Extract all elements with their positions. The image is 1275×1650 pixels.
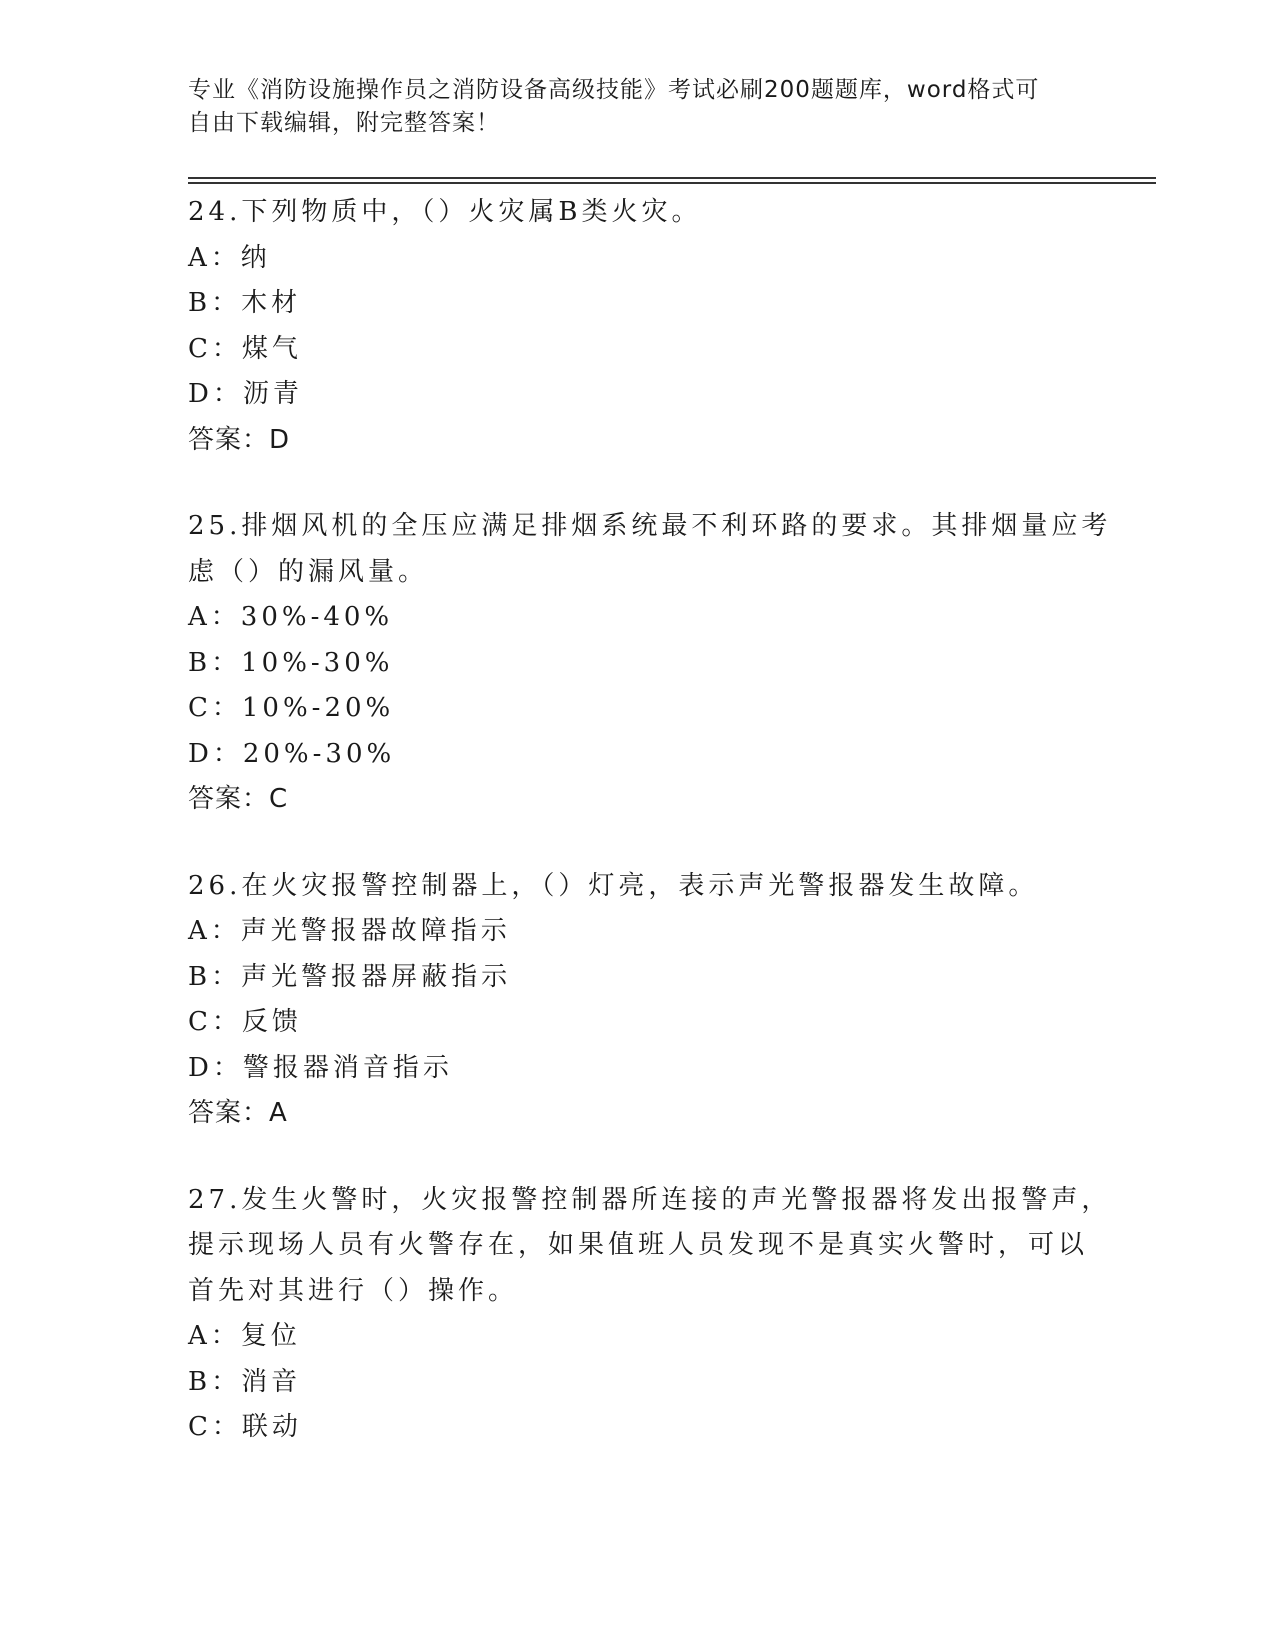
header-divider-top <box>188 177 1156 179</box>
option-a: A：纳 <box>188 242 271 273</box>
question-stem: 26.在火灾报警控制器上，（）灯亮，表示声光警报器发生故障。 <box>188 870 1039 901</box>
question-list <box>188 190 1112 1492</box>
question-27 <box>188 1178 1112 1451</box>
option-c: C：10%-20% <box>188 693 395 723</box>
header-line-1: 专业《消防设施操作员之消防设备高级技能》考试必刷200题题库，word格式可 <box>188 77 1040 103</box>
question-stem: 27.发生火警时，火灾报警控制器所连接的声光警报器将发出报警声， <box>188 1184 1112 1215</box>
option-c: C：联动 <box>188 1412 302 1442</box>
question-stem: 25.排烟风机的全压应满足排烟系统最不利环路的要求。其排烟量应考 <box>188 511 1112 541</box>
option-c: C：反馈 <box>188 1007 302 1037</box>
option-b: B：10%-30% <box>188 647 394 678</box>
question-stem: 提示现场人员有火警存在，如果值班人员发现不是真实火警时，可以 <box>188 1230 1089 1260</box>
option-a: A：声光警报器故障指示 <box>188 916 511 946</box>
option-a: A：复位 <box>188 1321 301 1351</box>
question-stem: 虑（）的漏风量。 <box>188 556 429 587</box>
question-24 <box>188 190 1088 463</box>
header-divider-bottom <box>188 182 1156 184</box>
option-d: D：沥青 <box>188 379 303 409</box>
option-d: D：20%-30% <box>188 738 396 769</box>
question-25 <box>188 504 1112 823</box>
question-26 <box>188 864 1088 1137</box>
answer-label: 答案：C <box>188 784 289 814</box>
header-line-2: 自由下载编辑，附完整答案！ <box>188 110 500 136</box>
option-a: A：30%-40% <box>188 602 394 632</box>
option-d: D：警报器消音指示 <box>188 1052 453 1083</box>
option-b: B：木材 <box>188 288 302 318</box>
document-header <box>188 74 1088 140</box>
answer-label: 答案：A <box>188 1098 288 1128</box>
question-stem: 24.下列物质中，（）火灾属B类火灾。 <box>188 197 702 227</box>
option-c: C：煤气 <box>188 333 302 364</box>
question-stem: 首先对其进行（）操作。 <box>188 1275 519 1306</box>
option-b: B：消音 <box>188 1366 302 1397</box>
option-b: B：声光警报器屏蔽指示 <box>188 961 512 992</box>
answer-label: 答案：D <box>188 424 291 455</box>
